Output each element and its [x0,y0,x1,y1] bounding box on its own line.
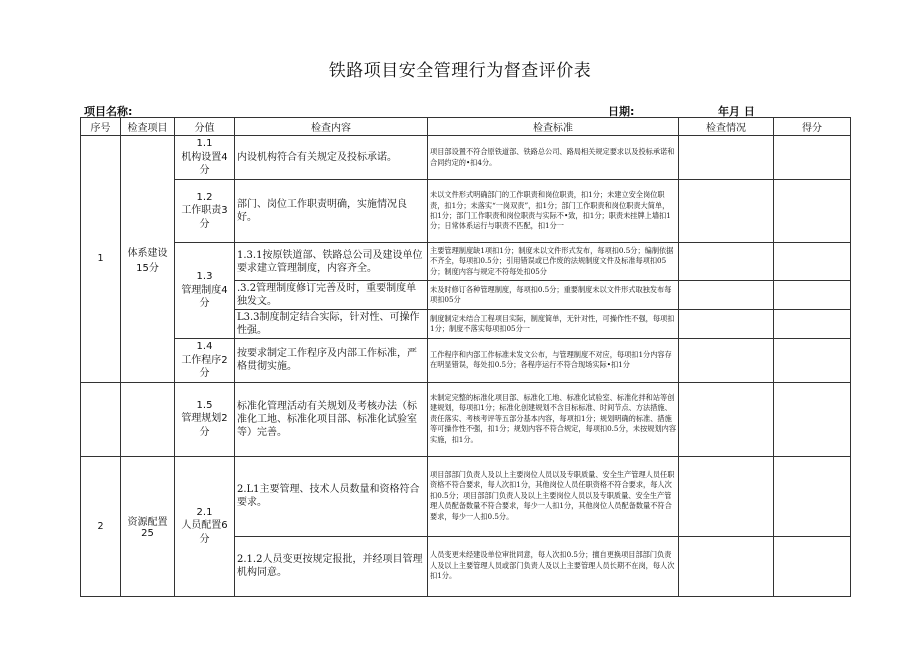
standard-cell: 主要管理制度缺1项扣1分；制度未以文件形式发布，每项扣0.5分；编制依据不齐全，每项扣0.5分；引用错误或已作废的法规制度文件及标准每项扣05分；制度内容与规定不符每处扣05分 [428,243,679,281]
situation-cell[interactable] [679,536,774,596]
content-cell: 部门、岗位工作职责明确，实施情况良好。 [235,180,428,243]
situation-cell[interactable] [679,180,774,243]
project-name-label: 项目名称: [84,105,133,118]
situation-cell[interactable] [679,456,774,536]
content-cell: 内设机构符合有关规定及投标承诺。 [235,136,428,180]
content-cell: .3.2管理制度修订完善及时，重要制度单独发文。 [235,281,428,310]
table-row [81,136,851,180]
table-row [81,339,851,383]
item-cell: 2.1 人员配置6 分 [175,456,235,596]
score-cell[interactable] [774,281,851,310]
situation-cell[interactable] [679,339,774,383]
table-row [81,456,851,536]
header-standard: 检查标准 [428,118,679,136]
situation-cell[interactable] [679,136,774,180]
content-cell: L3.3制度制定结合实际，针对性、可操作性强。 [235,310,428,339]
date-label: 日期: [608,105,635,118]
table-row [81,382,851,456]
standard-cell: 项目部部门负责人及以上主要岗位人员以及专职质量、安全生产管理人员任职资格不符合要求，每人次扣1分，其他岗位人员任职资格不符合要求，每人次扣0.5分；项目部部门负责人及以上主要岗位人员以及专职质量、安全生产管理人员配备数量不符合要求，每少一人扣1分，其他岗位人员配备数量不符合要求，每少一人扣0.5分。 [428,456,679,536]
header-score-value: 分值 [175,118,235,136]
standard-cell: 制度制定未结合工程项目实际，制度简单，无针对性，可操作性不强，每项扣1分；制度不落实每项扣05分一 [428,310,679,339]
category-cell: 资源配置 25 [121,456,175,596]
category-cell-empty [121,382,175,456]
score-cell[interactable] [774,536,851,596]
item-cell: 1.3 管理制度4 分 [175,243,235,339]
header-seq: 序号 [81,118,121,136]
header-content: 检查内容 [235,118,428,136]
evaluation-table [80,117,851,597]
table-row [81,243,851,281]
header-row [81,118,851,136]
seq-cell: 2 [81,456,121,596]
situation-cell[interactable] [679,310,774,339]
standard-cell: 人员变更未经建设单位审批同意，每人次扣0.5分；擅自更换项目部部门负责人及以上主要管理人员或部门负责人及以上主要管理人员长期不在岗，每人次扣1分。 [428,536,679,596]
score-cell[interactable] [774,180,851,243]
header-situation: 检查情况 [679,118,774,136]
header-score: 得分 [774,118,851,136]
score-cell[interactable] [774,310,851,339]
document-title: 铁路项目安全管理行为督查评价表 [328,61,592,81]
situation-cell[interactable] [679,281,774,310]
content-cell: 按要求制定工作程序及内部工作标准，严格贯彻实施。 [235,339,428,383]
category-cell: 体系建设 15分 [121,136,175,383]
situation-cell[interactable] [679,243,774,281]
item-cell: 1.1 机构设置4 分 [175,136,235,180]
standard-cell: 项目部设置不符合原铁道部、铁路总公司、路局相关规定要求以及投标承诺和合同约定的•扣4分。 [428,136,679,180]
content-cell: 1.3.1按原铁道部、铁路总公司及建设单位要求建立管理制度，内容齐全。 [235,243,428,281]
seq-cell: 1 [81,136,121,383]
score-cell[interactable] [774,339,851,383]
table-row [81,180,851,243]
standard-cell: 工作程序和内部工作标准未发文公布，与管理制度不对应，每项扣1分内容存在明显错误，每处扣0.5分；各程序运行不符合现场实际•扣1分 [428,339,679,383]
situation-cell[interactable] [679,382,774,456]
content-cell: 2.1.2人员变更按规定报批，并经项目管理机构同意。 [235,536,428,596]
header-check-item: 检查项目 [121,118,175,136]
score-cell[interactable] [774,456,851,536]
content-cell: 标准化管理活动有关规划及考核办法（标准化工地、标准化项目部、标准化试验室等）完善。 [235,382,428,456]
content-cell: 2.L1主要管理、技术人员数量和资格符合要求。 [235,456,428,536]
score-cell[interactable] [774,382,851,456]
score-cell[interactable] [774,243,851,281]
item-cell: 1.2 工作职责3 分 [175,180,235,243]
item-cell: 1.5 管理规划2 分 [175,382,235,456]
seq-cell-empty [81,382,121,456]
standard-cell: 未制定完整的标准化项目部、标准化工地、标准化试验室、标准化拌和站等创建规划，每项扣1分；标准化创建规划不含目标标准、时间节点、方法措施、责任落实、考核考评等五部分基本内容，每项扣1分；规划明确的标准、措施等可操作性不强，扣1分；规划内容不符合规定，每项扣0.5分，未按规划内容实施，扣1分。 [428,382,679,456]
item-cell: 1.4 工作程序2 分 [175,339,235,383]
standard-cell: 未及时修订各种管理制度，每项扣0.5分；重要制度未以文件形式取独发布每项扣05分 [428,281,679,310]
date-ymd-label: 年月 日 [718,105,755,118]
score-cell[interactable] [774,136,851,180]
standard-cell: 未以文件形式明确部门的工作职责和岗位职责，扣1分；未建立安全岗位职责，扣1分；未落实“一岗双责”，扣1分；部门工作职责和岗位职责大简单，扣1分；部门工作职责和岗位职责与实际不•致，扣1分；职责未挂牌上墙扣1分；日常体系运行与职责不匹配，扣1分一 [428,180,679,243]
